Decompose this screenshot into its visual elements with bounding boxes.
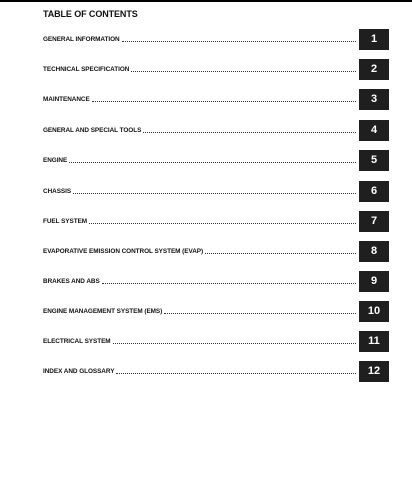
toc-entry-label: GENERAL AND SPECIAL TOOLS <box>43 126 142 134</box>
toc-entry-label: MAINTENANCE <box>43 95 90 103</box>
toc-entry-label: EVAPORATIVE EMISSION CONTROL SYSTEM (EVAP) <box>43 247 204 255</box>
dot-leader <box>116 373 356 374</box>
dot-leader <box>164 313 356 314</box>
chapter-number-tab[interactable]: 12 <box>359 361 389 382</box>
chapter-number-tab[interactable]: 1 <box>359 29 389 50</box>
dot-leader <box>102 283 356 284</box>
chapter-number-tab[interactable]: 11 <box>359 331 389 352</box>
toc-entry-general-information[interactable] <box>43 28 389 50</box>
dot-leader <box>92 101 356 102</box>
toc-entry-technical-specification[interactable] <box>43 58 389 80</box>
toc-entry-evaporative-emission-control-system[interactable] <box>43 240 389 262</box>
chapter-number-tab[interactable]: 7 <box>359 211 389 232</box>
toc-entry-index-and-glossary[interactable] <box>43 360 389 382</box>
dot-leader <box>89 223 356 224</box>
toc-entry-label: FUEL SYSTEM <box>43 217 88 225</box>
page-title: TABLE OF CONTENTS <box>43 9 138 19</box>
toc-entry-label: INDEX AND GLOSSARY <box>43 367 115 375</box>
dot-leader <box>73 193 356 194</box>
dot-leader <box>205 253 356 254</box>
toc-entry-label: TECHNICAL SPECIFICATION <box>43 65 130 73</box>
toc-entry-general-and-special-tools[interactable] <box>43 119 389 141</box>
chapter-number-tab[interactable]: 10 <box>359 301 389 322</box>
chapter-number-tab[interactable]: 2 <box>359 59 389 80</box>
toc-entry-label: BRAKES AND ABS <box>43 277 100 285</box>
dot-leader <box>69 162 356 163</box>
toc-entry-fuel-system[interactable] <box>43 210 389 232</box>
chapter-number-tab[interactable]: 9 <box>359 271 389 292</box>
toc-entry-electrical-system[interactable] <box>43 330 389 352</box>
chapter-number-tab[interactable]: 3 <box>359 89 389 110</box>
toc-list <box>43 0 389 480</box>
chapter-number-tab[interactable]: 4 <box>359 120 389 141</box>
toc-entry-brakes-and-abs[interactable] <box>43 270 389 292</box>
toc-entry-label: ENGINE <box>43 156 68 164</box>
toc-entry-engine-management-system[interactable] <box>43 300 389 322</box>
toc-entry-label: CHASSIS <box>43 187 72 195</box>
dot-leader <box>122 41 356 42</box>
toc-entry-label: GENERAL INFORMATION <box>43 35 120 43</box>
chapter-number-tab[interactable]: 6 <box>359 181 389 202</box>
dot-leader <box>131 71 356 72</box>
toc-entry-maintenance[interactable] <box>43 88 389 110</box>
chapter-number-tab[interactable]: 5 <box>359 150 389 171</box>
dot-leader <box>143 132 356 133</box>
toc-entry-label: ELECTRICAL SYSTEM <box>43 337 111 345</box>
toc-entry-chassis[interactable] <box>43 180 389 202</box>
chapter-number-tab[interactable]: 8 <box>359 241 389 262</box>
toc-entry-label: ENGINE MANAGEMENT SYSTEM (EMS) <box>43 307 163 315</box>
dot-leader <box>113 343 356 344</box>
toc-entry-engine[interactable] <box>43 149 389 171</box>
